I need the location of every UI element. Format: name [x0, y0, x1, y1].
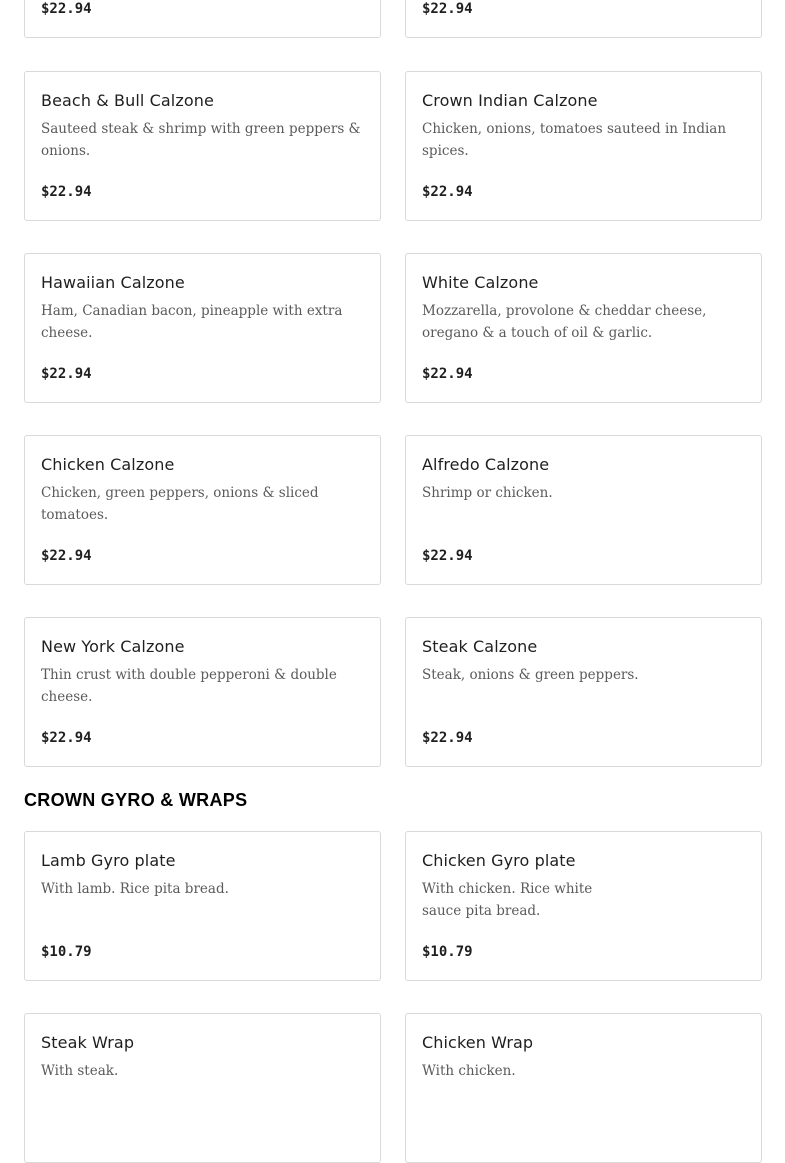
item-description: Thin crust with double pepperoni & double cheese.	[41, 667, 337, 705]
menu-item-card[interactable]	[405, 0, 762, 38]
item-description: With chicken. Rice white sauce pita bread.	[422, 881, 593, 919]
item-name: Alfredo Calzone	[422, 455, 550, 474]
item-name: New York Calzone	[41, 637, 185, 656]
item-price: $22.94	[422, 1, 473, 17]
item-name: Hawaiian Calzone	[41, 273, 185, 292]
item-price: $22.94	[41, 730, 92, 746]
item-price: $22.94	[41, 1, 92, 17]
menu-item-card[interactable]	[405, 617, 762, 767]
item-name: Lamb Gyro plate	[41, 851, 176, 870]
menu-item-card[interactable]	[24, 0, 381, 38]
menu-item-card[interactable]	[24, 1013, 381, 1163]
item-name: Steak Wrap	[41, 1033, 135, 1052]
item-price: $10.79	[422, 944, 473, 960]
item-description: Sauteed steak & shrimp with green peppers & onions.	[41, 121, 361, 159]
item-description: With lamb. Rice pita bread.	[41, 881, 229, 897]
item-name: White Calzone	[422, 273, 539, 292]
item-name: Beach & Bull Calzone	[41, 91, 214, 110]
item-price: $22.94	[41, 366, 92, 382]
item-name: Chicken Calzone	[41, 455, 175, 474]
menu-item-card[interactable]	[405, 1013, 762, 1163]
menu-item-card[interactable]	[24, 71, 381, 221]
item-name: Chicken Gyro plate	[422, 851, 576, 870]
menu-item-card[interactable]	[405, 831, 762, 981]
menu-item-card[interactable]	[24, 253, 381, 403]
item-description: Mozzarella, provolone & cheddar cheese, oregano & a touch of oil & garlic.	[422, 303, 707, 341]
item-description: Ham, Canadian bacon, pineapple with extra cheese.	[41, 303, 343, 341]
item-price: $22.94	[422, 730, 473, 746]
section-title: CROWN GYRO & WRAPS	[24, 790, 248, 810]
item-description: Shrimp or chicken.	[422, 485, 553, 501]
item-description: With chicken.	[422, 1063, 516, 1079]
item-name: Crown Indian Calzone	[422, 91, 598, 110]
menu-item-card[interactable]	[405, 71, 762, 221]
item-description: Chicken, green peppers, onions & sliced tomatoes.	[41, 485, 319, 523]
item-price: $10.79	[41, 944, 92, 960]
item-name: Steak Calzone	[422, 637, 538, 656]
menu-item-card[interactable]	[24, 435, 381, 585]
item-description: Chicken, onions, tomatoes sauteed in Indian spices.	[422, 121, 727, 159]
item-price: $22.94	[41, 184, 92, 200]
menu-item-card[interactable]	[24, 831, 381, 981]
item-price: $22.94	[422, 184, 473, 200]
item-description: With steak.	[41, 1063, 119, 1079]
menu-item-card[interactable]	[24, 617, 381, 767]
item-price: $22.94	[422, 548, 473, 564]
item-price: $22.94	[41, 548, 92, 564]
item-name: Chicken Wrap	[422, 1033, 534, 1052]
item-description: Steak, onions & green peppers.	[422, 667, 639, 683]
item-price: $22.94	[422, 366, 473, 382]
menu-item-card[interactable]	[405, 253, 762, 403]
menu-item-card[interactable]	[405, 435, 762, 585]
